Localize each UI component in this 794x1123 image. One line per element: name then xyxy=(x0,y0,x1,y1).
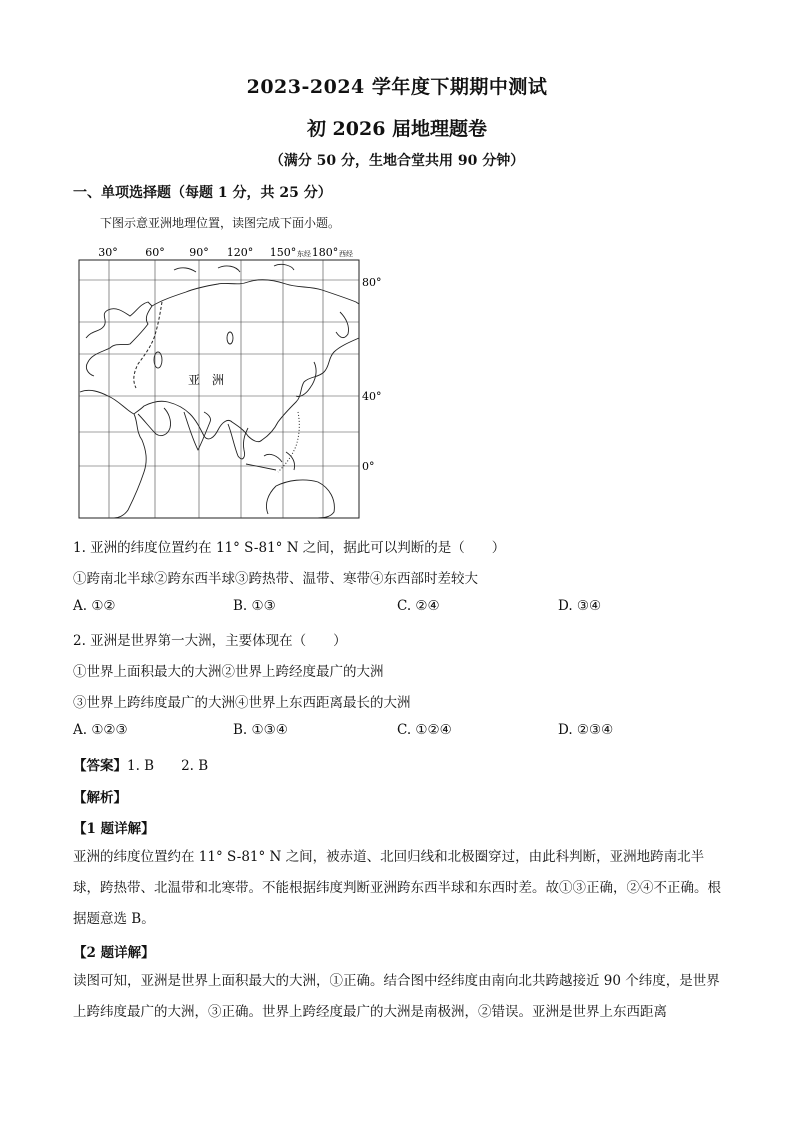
section-heading: 一、单项选择题（每题 1 分，共 25 分） xyxy=(73,185,332,201)
section-intro: 下图示意亚洲地理位置，读图完成下面小题。 xyxy=(100,216,341,230)
question-2-statement-1: ①世界上面积最大的大洲②世界上跨经度最广的大洲 xyxy=(73,664,384,680)
exam-title: 2023-2024 学年度下期期中测试 xyxy=(246,76,548,98)
land-outlines xyxy=(80,264,359,518)
question-1-stem: 1. 亚洲的纬度位置约在 11° S-81° N 之间，据此可以判断的是（ ） xyxy=(73,540,506,556)
question-1-statements: ①跨南北半球②跨东西半球③跨热带、温带、寒带④东西部时差较大 xyxy=(73,571,478,587)
question-1-option-c: C. ②④ xyxy=(397,598,440,614)
continent-boundary xyxy=(134,302,162,388)
q2-detail-text: 读图可知，亚洲是世界上面积最大的大洲，①正确。结合图中经纬度由南向北共跨越接近 90 个纬度，是世界上跨纬度最广的大洲，③正确。世界上跨经度最广的大洲是南极洲，②错误。亚洲是世界上东西距离 xyxy=(73,973,720,1020)
lon-label-30: 30° xyxy=(98,246,118,259)
answer-text: 1. B 2. B xyxy=(127,758,209,774)
answer-label: 【答案】 xyxy=(73,758,127,774)
question-2-statement-2: ③世界上跨纬度最广的大洲④世界上东西距离最长的大洲 xyxy=(73,695,411,711)
lon-label-east: 东经 xyxy=(297,250,311,258)
lat-label-80: 80° xyxy=(362,276,382,289)
question-2-option-b: B. ①③④ xyxy=(233,722,288,738)
region-label-asia: 亚 洲 xyxy=(187,373,225,387)
answer-line xyxy=(73,754,208,774)
exam-subtitle: 初 2026 届地理题卷 xyxy=(306,118,488,140)
lon-label-west: 西经 xyxy=(339,250,353,258)
question-2-option-d: D. ②③④ xyxy=(558,722,614,738)
question-2-option-a: A. ①②③ xyxy=(73,722,128,738)
q1-detail-text: 亚洲的纬度位置约在 11° S-81° N 之间，被赤道、北回归线和北极圈穿过，由此科判断，亚洲地跨南北半球，跨热带、北温带和北寒带。不能根据纬度判断亚洲跨东西半球和东西时差。故①③正确，②④不正确。根据题意选 B。 xyxy=(73,849,721,927)
question-2-stem: 2. 亚洲是世界第一大洲，主要体现在（ ） xyxy=(73,633,347,649)
map-frame xyxy=(79,260,359,518)
question-2-option-c: C. ①②④ xyxy=(397,722,452,738)
question-1-option-a: A. ①② xyxy=(73,598,116,614)
lon-label-90: 90° xyxy=(189,246,209,259)
asia-location-map xyxy=(78,242,388,522)
maritime-boundary xyxy=(278,412,299,472)
lat-label-40: 40° xyxy=(362,390,382,403)
q2-detail-label: 【2 题详解】 xyxy=(73,945,155,961)
lat-label-0: 0° xyxy=(362,460,375,473)
lon-label-150: 150° xyxy=(269,246,297,259)
lon-label-120: 120° xyxy=(226,246,254,259)
lon-label-60: 60° xyxy=(145,246,165,259)
question-1-option-d: D. ③④ xyxy=(558,598,602,614)
exam-note: （满分 50 分，生地合堂共用 90 分钟） xyxy=(269,153,525,169)
lon-label-180: 180° xyxy=(311,246,339,259)
question-1-option-b: B. ①③ xyxy=(233,598,276,614)
analysis-label: 【解析】 xyxy=(73,790,127,806)
q1-detail-label: 【1 题详解】 xyxy=(73,821,155,837)
